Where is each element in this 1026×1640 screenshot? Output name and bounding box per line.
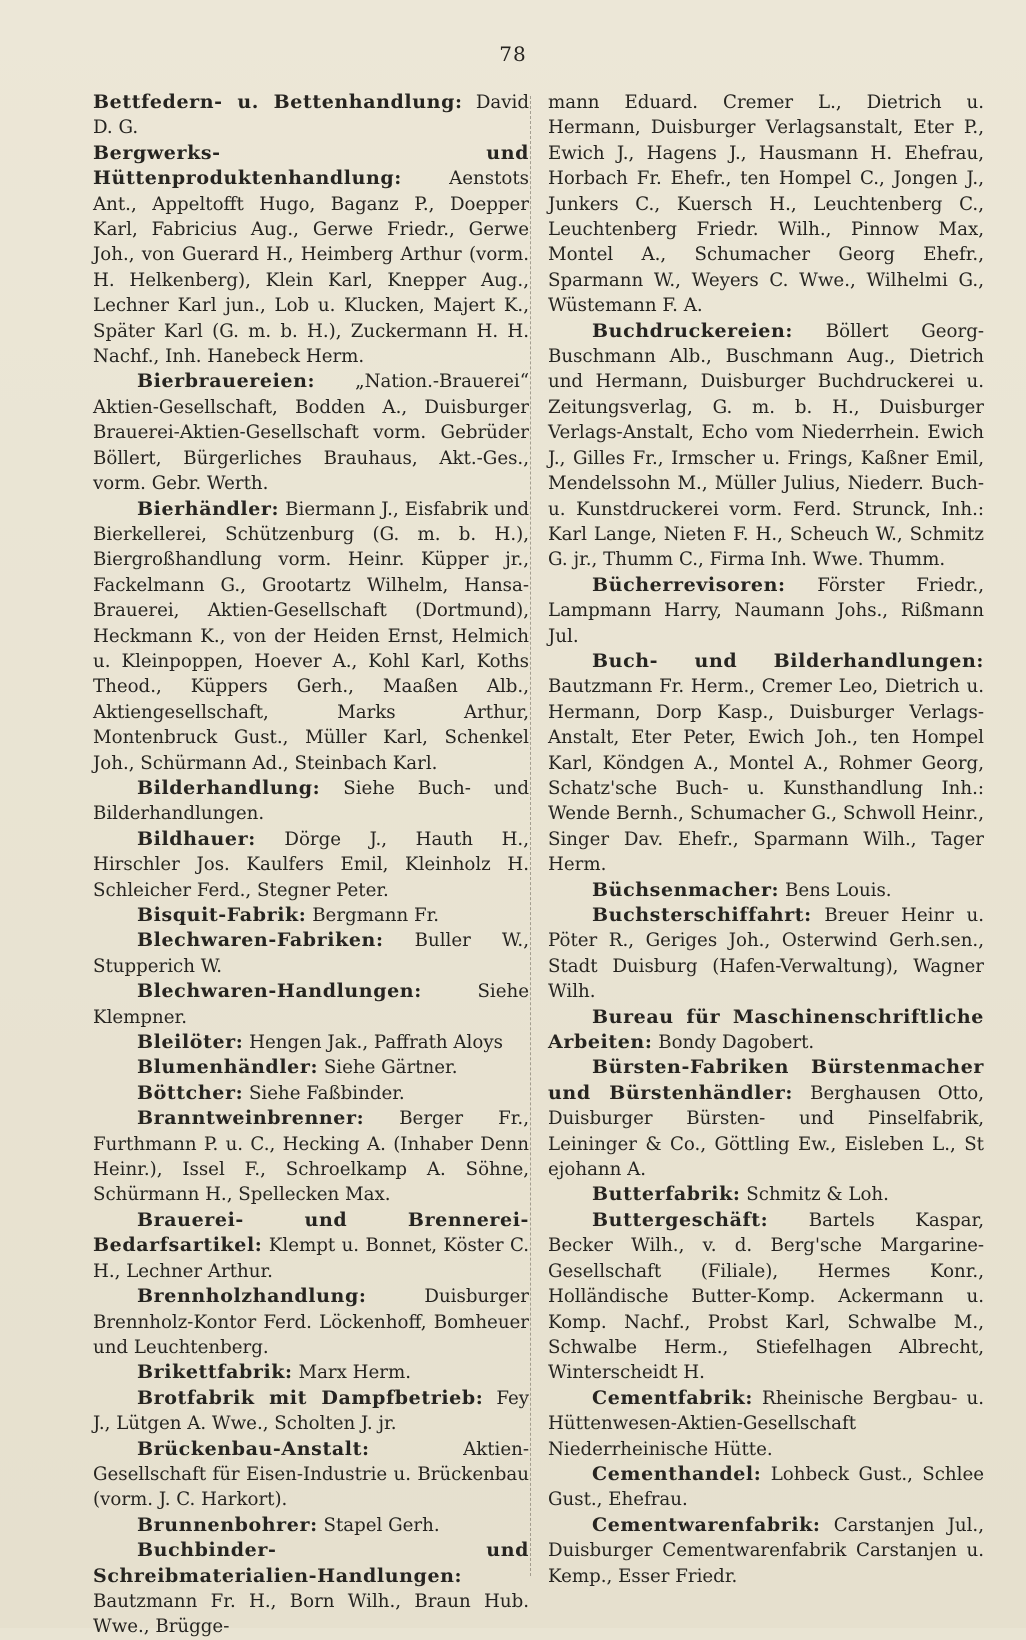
entry-text: Bergmann Fr. xyxy=(306,905,440,926)
entry-text: Lohbeck Gust., Schlee Gust., Ehefrau. xyxy=(548,1463,984,1511)
entry-text: Berger Fr., Furthmann P. u. C., Hecking A. (Inhaber Denn Heinr.), Issel F., Schroelkamp A. Söhne, Schürmann H., Spellecken Max. xyxy=(93,1108,529,1206)
entry-text: Bautzmann Fr. H., Born Wilh., Braun Hub. Wwe., Brügge- xyxy=(93,1590,529,1638)
entry-heading: Böttcher: xyxy=(137,1081,244,1104)
directory-entry xyxy=(93,90,529,141)
directory-entry xyxy=(93,1386,529,1437)
directory-entry xyxy=(548,1462,984,1513)
directory-entry xyxy=(548,878,984,903)
directory-entry xyxy=(93,827,529,903)
entry-text: Marx Herm. xyxy=(292,1362,411,1384)
directory-entry xyxy=(93,1055,529,1080)
directory-entry xyxy=(548,1182,984,1207)
entry-text: Duisburger Brennholz-Kontor Ferd. Löckenhoff, Bomheuer und Leuchtenberg. xyxy=(93,1286,529,1358)
directory-entry xyxy=(548,1386,984,1462)
entry-text: Bautzmann Fr. Herm., Cremer Leo, Dietrich u. Hermann, Dorp Kasp., Duisburger Verlags-Anstalt, Eter Peter, Ewich Joh., ten Hompel Karl, Köndgen A., Montel A., Rohmer Georg, Schatz'sche Buch- u. Kunsthandlung Inh.: Wende Bernh., Schumacher G., Schwoll Heinr., Singer Dav. Ehefr., Sparmann Wilh., Tager Herm. xyxy=(548,676,984,876)
entry-text: Berghausen Otto, Duisburger Bürsten- und Pinselfabrik, Leininger & Co., Göttling Ew., Eisleben L., St ejohann A. xyxy=(548,1082,984,1181)
left-column xyxy=(93,90,529,1640)
entry-text: Breuer Heinr u. Pöter R., Geriges Joh., Osterwind Gerh.sen., Stadt Duisburg (Hafen-Verwaltung), Wagner Wilh. xyxy=(548,905,984,1003)
entry-heading: Buchbinder- und Schreibmaterialien-Handlungen: xyxy=(93,1539,529,1587)
directory-entry xyxy=(93,903,529,928)
directory-entry xyxy=(548,1513,984,1589)
directory-entry xyxy=(93,1437,529,1513)
directory-entry xyxy=(93,1081,529,1106)
entry-text: Siehe Buch- und Bilderhandlungen. xyxy=(93,777,529,825)
directory-entry xyxy=(548,649,984,878)
entry-text: Dörge J., Hauth H., Hirschler Jos. Kaulfers Emil, Kleinholz H. Schleicher Ferd., Stegner Peter. xyxy=(93,828,529,901)
entry-heading: Brennholzhandlung: xyxy=(137,1285,367,1308)
directory-entry xyxy=(93,1284,529,1360)
entry-text: David D. G. xyxy=(93,92,529,139)
entry-heading: Bildhauer: xyxy=(137,827,256,850)
directory-entry xyxy=(93,1538,529,1640)
directory-entry xyxy=(93,141,529,370)
directory-entry xyxy=(93,1208,529,1284)
entry-heading: Blechwaren-Fabriken: xyxy=(137,929,384,952)
entry-text: „Nation.-Brauerei“ Aktien-Gesellschaft, Bodden A., Duisburger Brauerei-Aktien-Gesellschaft vorm. Gebrüder Böllert, Bürgerliches Brauhaus, Akt.-Ges., vorm. Gebr. Werth. xyxy=(93,371,529,495)
entry-heading: Bierbrauereien: xyxy=(137,370,316,393)
entry-heading: Büchsenmacher: xyxy=(592,878,780,901)
entry-heading: Buttergeschäft: xyxy=(592,1208,769,1231)
right-column xyxy=(548,90,984,1589)
directory-entry xyxy=(93,1030,529,1055)
entry-text: Aktien-Gesellschaft für Eisen-Industrie u. Brückenbau (vorm. J. C. Harkort). xyxy=(93,1438,529,1511)
entry-text: Hengen Jak., Paffrath Aloys xyxy=(243,1032,503,1054)
directory-entry xyxy=(548,573,984,649)
entry-heading: Bettfedern- u. Bettenhandlung: xyxy=(93,91,463,113)
entry-heading: Blechwaren-Handlungen: xyxy=(137,980,422,1003)
entry-text: Siehe Faßbinder. xyxy=(243,1082,405,1104)
directory-entry xyxy=(93,497,529,776)
entry-heading: Bureau für Maschinenschriftliche Arbeiten: xyxy=(548,1005,984,1054)
entry-text: Siehe Klempner. xyxy=(93,981,529,1028)
entry-text: Buller W., Stupperich W. xyxy=(93,930,529,977)
directory-entry xyxy=(93,1513,529,1538)
directory-entry xyxy=(93,1106,529,1208)
entry-heading: Branntweinbrenner: xyxy=(137,1107,365,1130)
page-number: 78 xyxy=(499,42,527,66)
entry-heading: Brückenbau-Anstalt: xyxy=(137,1437,370,1460)
entry-text: Biermann J., Eisfabrik und Bierkellerei, Schützenburg (G. m. b. H.), Biergroßhandlung vorm. Heinr. Küpper jr., Fackelmann G., Grootartz Wilhelm, Hansa-Brauerei, Aktien-Gesellschaft (Dortmund), Heckmann K., von der Heiden Ernst, Helmich u. Kleinpoppen, Hoever A., Kohl Karl, Koths Theod., Küppers Gerh., Maaßen Alb., Aktiengesellschaft, Marks Arthur, Montenbruck Gust., Müller Karl, Schenkel Joh., Schürmann Ad., Steinbach Karl. xyxy=(93,498,529,774)
entry-heading: Bürsten-Fabriken Bürstenmacher und Bürstenhändler: xyxy=(548,1056,984,1104)
entry-text: Carstanjen Jul., Duisburger Cementwarenfabrik Carstanjen u. Kemp., Esser Friedr. xyxy=(548,1514,984,1587)
entry-heading: Cementhandel: xyxy=(592,1462,762,1485)
entry-text: Rheinische Bergbau- u. Hüttenwesen-Aktien-Gesellschaft Niederrheinische Hütte. xyxy=(548,1387,984,1460)
entry-heading: Cementfabrik: xyxy=(592,1386,753,1409)
entry-heading: Bierhändler: xyxy=(137,497,280,520)
entry-text: Siehe Gärtner. xyxy=(318,1057,458,1079)
entry-heading: Bisquit-Fabrik: xyxy=(137,904,307,926)
directory-entry xyxy=(548,903,984,1005)
entry-heading: Buchdruckereien: xyxy=(592,319,794,342)
entry-heading: Brunnenbohrer: xyxy=(137,1513,318,1536)
directory-entry xyxy=(548,1055,984,1182)
entry-heading: Brotfabrik mit Dampfbetrieb: xyxy=(137,1386,484,1409)
directory-entry xyxy=(93,1360,529,1385)
entry-heading: Brikettfabrik: xyxy=(137,1361,293,1384)
directory-entry xyxy=(93,928,529,979)
entry-heading: Bleilöter: xyxy=(137,1031,244,1054)
directory-entry xyxy=(93,369,529,496)
entry-heading: Butterfabrik: xyxy=(592,1183,741,1206)
entry-heading: Bilderhandlung: xyxy=(137,776,321,799)
directory-entry xyxy=(548,90,984,319)
entry-text: Bens Louis. xyxy=(779,879,892,901)
column-divider xyxy=(530,96,532,1576)
directory-entry xyxy=(548,1208,984,1386)
entry-text: Bartels Kaspar, Becker Wilh., v. d. Berg'sche Margarine-Gesellschaft (Filiale), Hermes Konr., Holländische Butter-Komp. Ackermann u. Komp. Nachf., Probst Karl, Schwalbe M., Schwalbe Herm., Stiefelhagen Albrecht, Winterscheidt H. xyxy=(548,1209,984,1384)
entry-text: Klempt u. Bonnet, Köster C. H., Lechner Arthur. xyxy=(93,1235,529,1282)
directory-entry xyxy=(93,776,529,827)
entry-heading: Bergwerks- und Hüttenproduktenhandlung: xyxy=(93,141,529,190)
directory-entry xyxy=(548,319,984,573)
entry-heading: Buchsterschiffahrt: xyxy=(592,904,812,926)
entry-text: mann Eduard. Cremer L., Dietrich u. Hermann, Duisburger Verlagsanstalt, Eter P., Ewich J., Hagens J., Hausmann H. Ehefrau, Horbach Fr. Ehefr., ten Hompel C., Jongen J., Junkers C., Kuersch H., Leuchtenberg C., Leuchtenberg Friedr. Wilh., Pinnow Max, Montel A., Schumacher Georg Ehefr., Sparmann W., Weyers C. Wwe., Wilhelmi G., Wüstemann F. A. xyxy=(548,92,984,317)
entry-text: Stapel Gerh. xyxy=(317,1514,440,1536)
directory-entry xyxy=(93,979,529,1030)
entry-heading: Blumenhändler: xyxy=(137,1056,319,1079)
entry-text: Böllert Georg-Buschmann Alb., Buschmann Aug., Dietrich und Hermann, Duisburger Buchdruckerei u. Zeitungsverlag, G. m. b. H., Duisburger Verlags-Anstalt, Echo vom Niederrhein. Ewich J., Gilles Fr., Irmscher u. Frings, Kaßner Emil, Mendelssohn M., Müller Julius, Niederr. Buch- u. Kunstdruckerei vorm. Ferd. Strunck, Inh.: Karl Lange, Nieten F. H., Scheuch W., Schmitz G. jr., Thumm C., Firma Inh. Wwe. Thumm. xyxy=(548,320,984,571)
entry-heading: Brauerei- und Brennerei-Bedarfsartikel: xyxy=(93,1208,529,1257)
entry-text: Bondy Dagobert. xyxy=(652,1032,815,1054)
entry-heading: Buch- und Bilderhandlungen: xyxy=(592,649,984,672)
directory-entry xyxy=(548,1005,984,1056)
entry-heading: Bücherrevisoren: xyxy=(592,573,786,596)
entry-text: Schmitz & Loh. xyxy=(740,1184,889,1206)
entry-text: Aenstots Ant., Appeltofft Hugo, Baganz P., Doepper Karl, Fabricius Aug., Gerwe Friedr., Gerwe Joh., von Guerard H., Heimberg Arthur (vorm. H. Helkenberg), Klein Karl, Knepper Aug., Lechner Karl jun., Lob u. Klucken, Majert K., Später Karl (G. m. b. H.), Zuckermann H. H. Nachf., Inh. Hanebeck Herm. xyxy=(93,168,529,368)
entry-heading: Cementwarenfabrik: xyxy=(592,1513,821,1536)
entry-text: Förster Friedr., Lampmann Harry, Naumann Johs., Rißmann Jul. xyxy=(548,574,984,647)
entry-text: Fey J., Lütgen A. Wwe., Scholten J. jr. xyxy=(93,1387,529,1435)
